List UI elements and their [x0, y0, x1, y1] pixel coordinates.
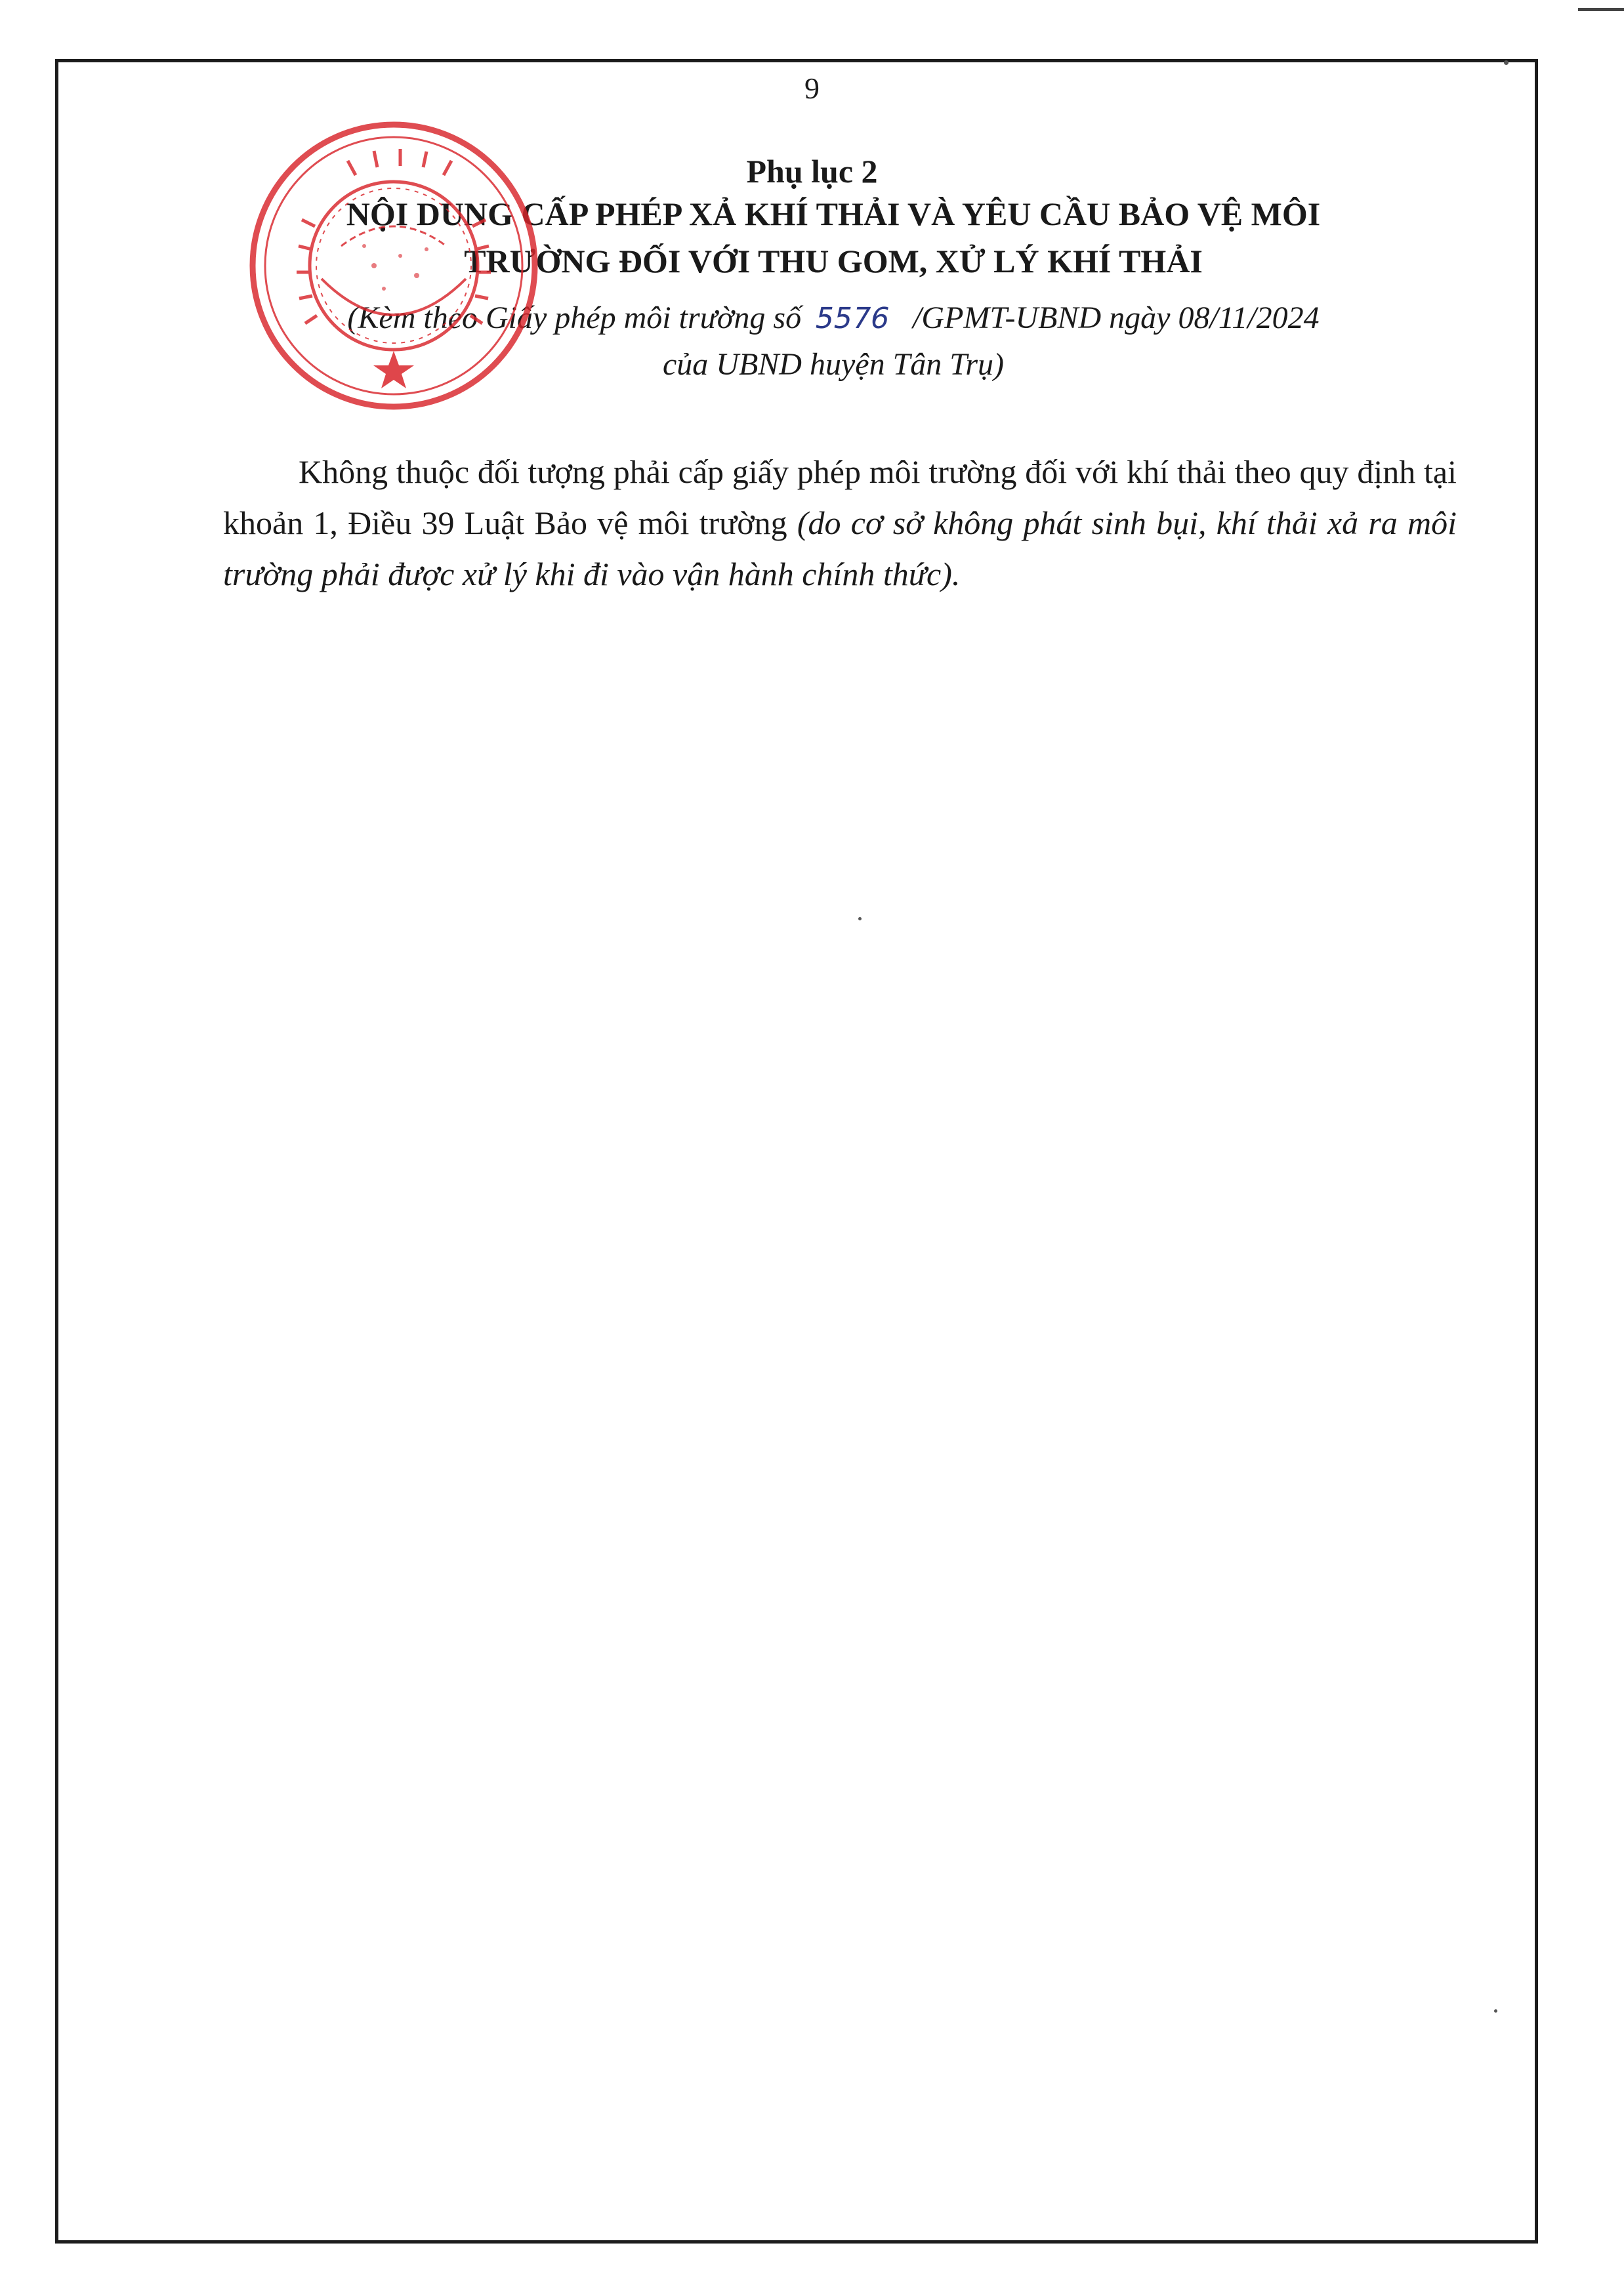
- title-line-1: NỘI DUNG CẤP PHÉP XẢ KHÍ THẢI VÀ YÊU CẦU BẢO VỆ MÔI: [346, 195, 1321, 232]
- title-line-2: TRƯỜNG ĐỐI VỚI THU GOM, XỬ LÝ KHÍ THẢI: [464, 243, 1203, 279]
- scan-speck: [1494, 2009, 1497, 2013]
- page-number: 9: [804, 72, 820, 105]
- handwritten-permit-number: 5576: [812, 302, 893, 335]
- body-paragraph: [223, 446, 1457, 600]
- body-text-regular: Không thuộc đối tượng phải cấp giấy phép môi trường đối với khí thải theo quy định tại khoản 1, Điều 39 Luật Bảo vệ môi trường: [223, 453, 1457, 541]
- attachment-suffix: /GPMT-UBND ngày 08/11/2024: [913, 300, 1320, 335]
- document-title: [217, 190, 1450, 285]
- appendix-title: Phụ lục 2: [746, 153, 878, 190]
- attachment-reference: [217, 295, 1450, 388]
- scan-edge-mark: [1578, 8, 1624, 11]
- scan-speck: [1504, 60, 1509, 65]
- scan-speck: [858, 917, 862, 920]
- attachment-prefix: (Kèm theo Giấy phép môi trường số: [347, 300, 802, 335]
- attachment-line-1: [217, 295, 1450, 342]
- body-text-italic: (do cơ sở không phát sinh bụi, khí thải xả ra môi trường phải được xử lý khi đi vào vận hành chính thức).: [223, 504, 1457, 592]
- attachment-line-2: của UBND huyện Tân Trụ): [663, 347, 1004, 382]
